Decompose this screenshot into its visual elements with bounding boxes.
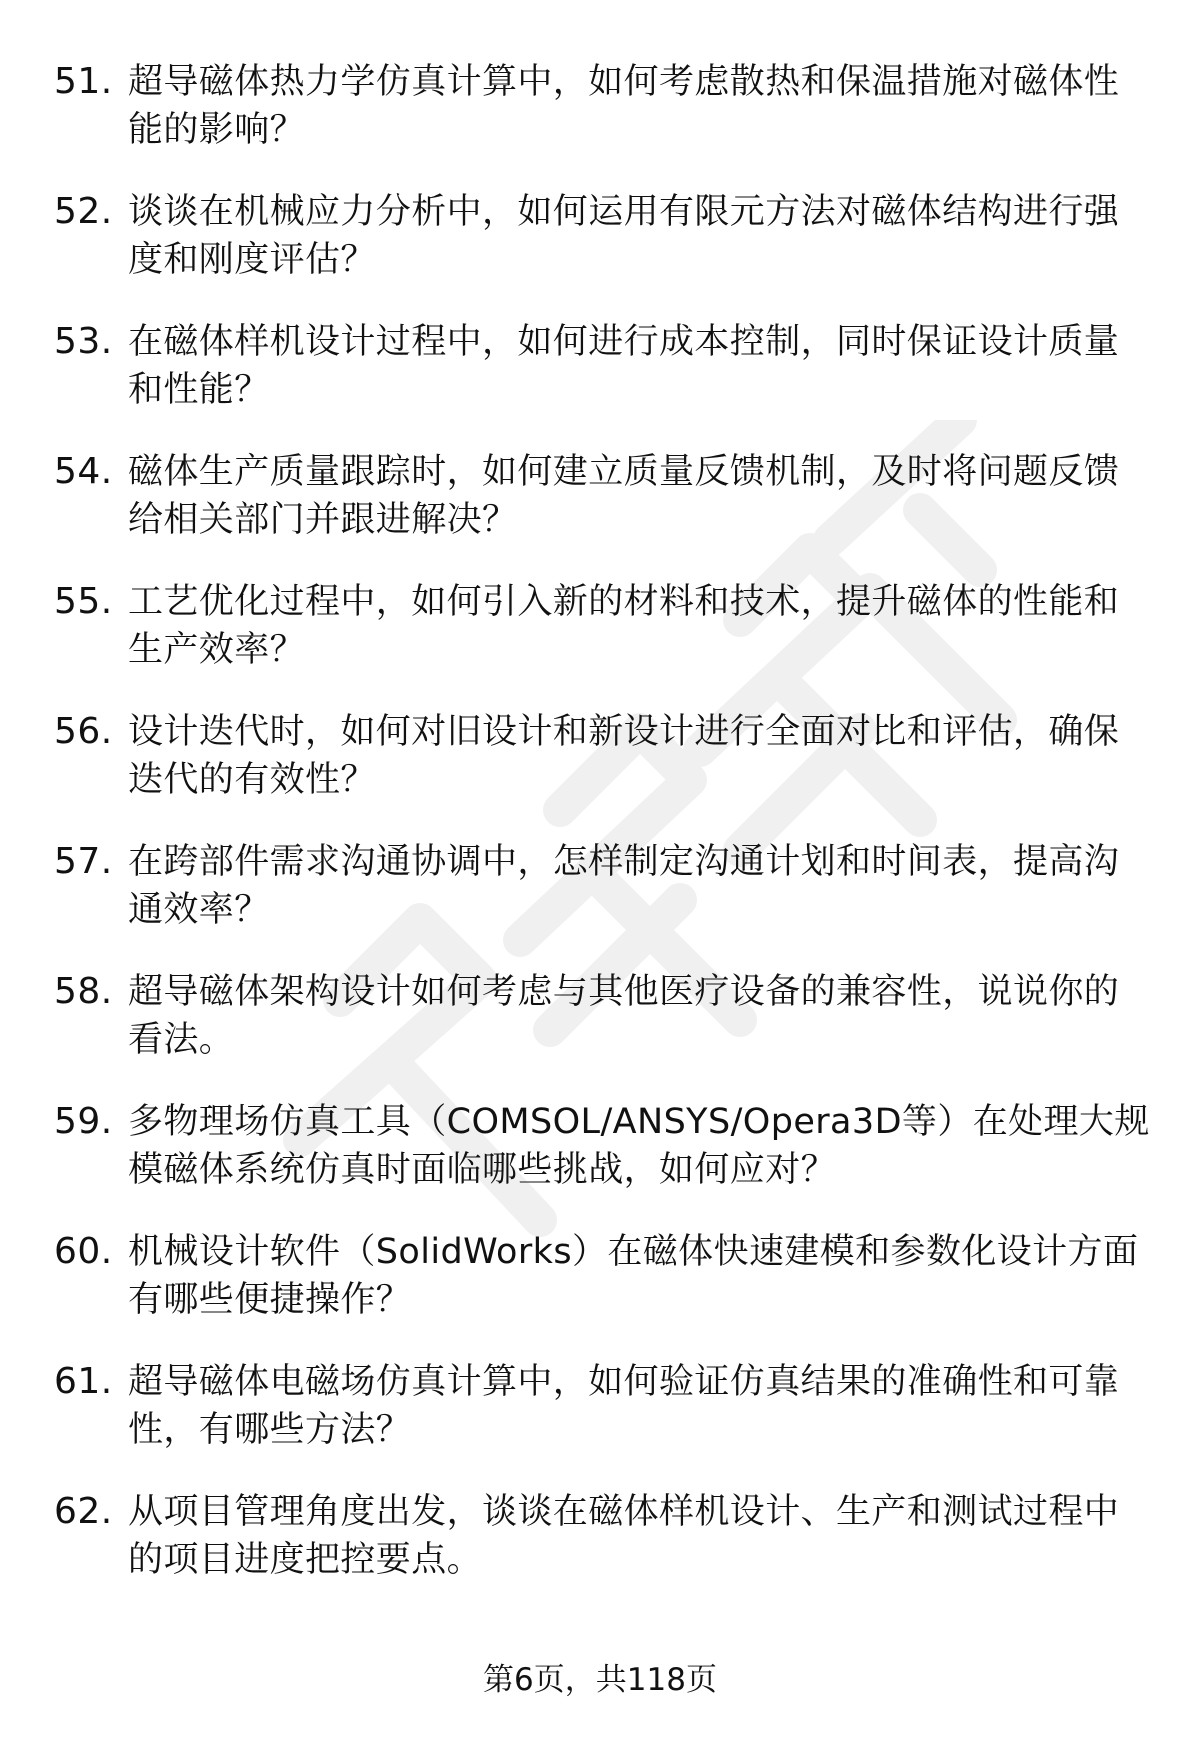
question-text: 设计迭代时，如何对旧设计和新设计进行全面对比和评估，确保迭代的有效性？	[128, 712, 1120, 800]
list-item	[0, 1358, 1200, 1488]
list-item	[0, 968, 1200, 1098]
question-text: 机械设计软件（SolidWorks）在磁体快速建模和参数化设计方面有哪些便捷操作？	[128, 1232, 1139, 1320]
question-list	[0, 58, 1200, 1618]
question-number: 58.	[54, 971, 113, 1012]
question-number: 51.	[54, 61, 113, 102]
page-footer: 第6页，共118页	[483, 1662, 717, 1698]
list-item	[0, 448, 1200, 578]
question-text: 从项目管理角度出发，谈谈在磁体样机设计、生产和测试过程中的项目进度把控要点。	[128, 1492, 1120, 1580]
question-text: 在跨部件需求沟通协调中，怎样制定沟通计划和时间表，提高沟通效率？	[128, 842, 1120, 930]
list-item	[0, 188, 1200, 318]
list-item	[0, 1228, 1200, 1358]
question-number: 53.	[54, 321, 113, 362]
question-text: 工艺优化过程中，如何引入新的材料和技术，提升磁体的性能和生产效率？	[128, 582, 1120, 670]
question-text: 磁体生产质量跟踪时，如何建立质量反馈机制，及时将问题反馈给相关部门并跟进解决？	[128, 452, 1120, 540]
list-item	[0, 318, 1200, 448]
question-text: 超导磁体架构设计如何考虑与其他医疗设备的兼容性，说说你的看法。	[128, 972, 1120, 1060]
question-text: 超导磁体电磁场仿真计算中，如何验证仿真结果的准确性和可靠性，有哪些方法？	[128, 1362, 1120, 1450]
question-number: 59.	[54, 1101, 113, 1142]
question-number: 55.	[54, 581, 113, 622]
list-item	[0, 578, 1200, 708]
list-item	[0, 58, 1200, 188]
question-text: 在磁体样机设计过程中，如何进行成本控制，同时保证设计质量和性能？	[128, 322, 1120, 410]
question-text: 超导磁体热力学仿真计算中，如何考虑散热和保温措施对磁体性能的影响？	[128, 62, 1120, 150]
question-number: 60.	[54, 1231, 113, 1272]
question-text: 多物理场仿真工具（COMSOL/ANSYS/Opera3D等）在处理大规模磁体系统仿真时面临哪些挑战，如何应对？	[128, 1102, 1150, 1190]
question-number: 52.	[54, 191, 113, 232]
list-item	[0, 838, 1200, 968]
question-number: 56.	[54, 711, 113, 752]
list-item	[0, 1488, 1200, 1618]
question-text: 谈谈在机械应力分析中，如何运用有限元方法对磁体结构进行强度和刚度评估？	[128, 192, 1120, 280]
question-number: 54.	[54, 451, 113, 492]
list-item	[0, 708, 1200, 838]
question-number: 57.	[54, 841, 113, 882]
list-item	[0, 1098, 1200, 1228]
question-number: 61.	[54, 1361, 113, 1402]
question-number: 62.	[54, 1491, 113, 1532]
